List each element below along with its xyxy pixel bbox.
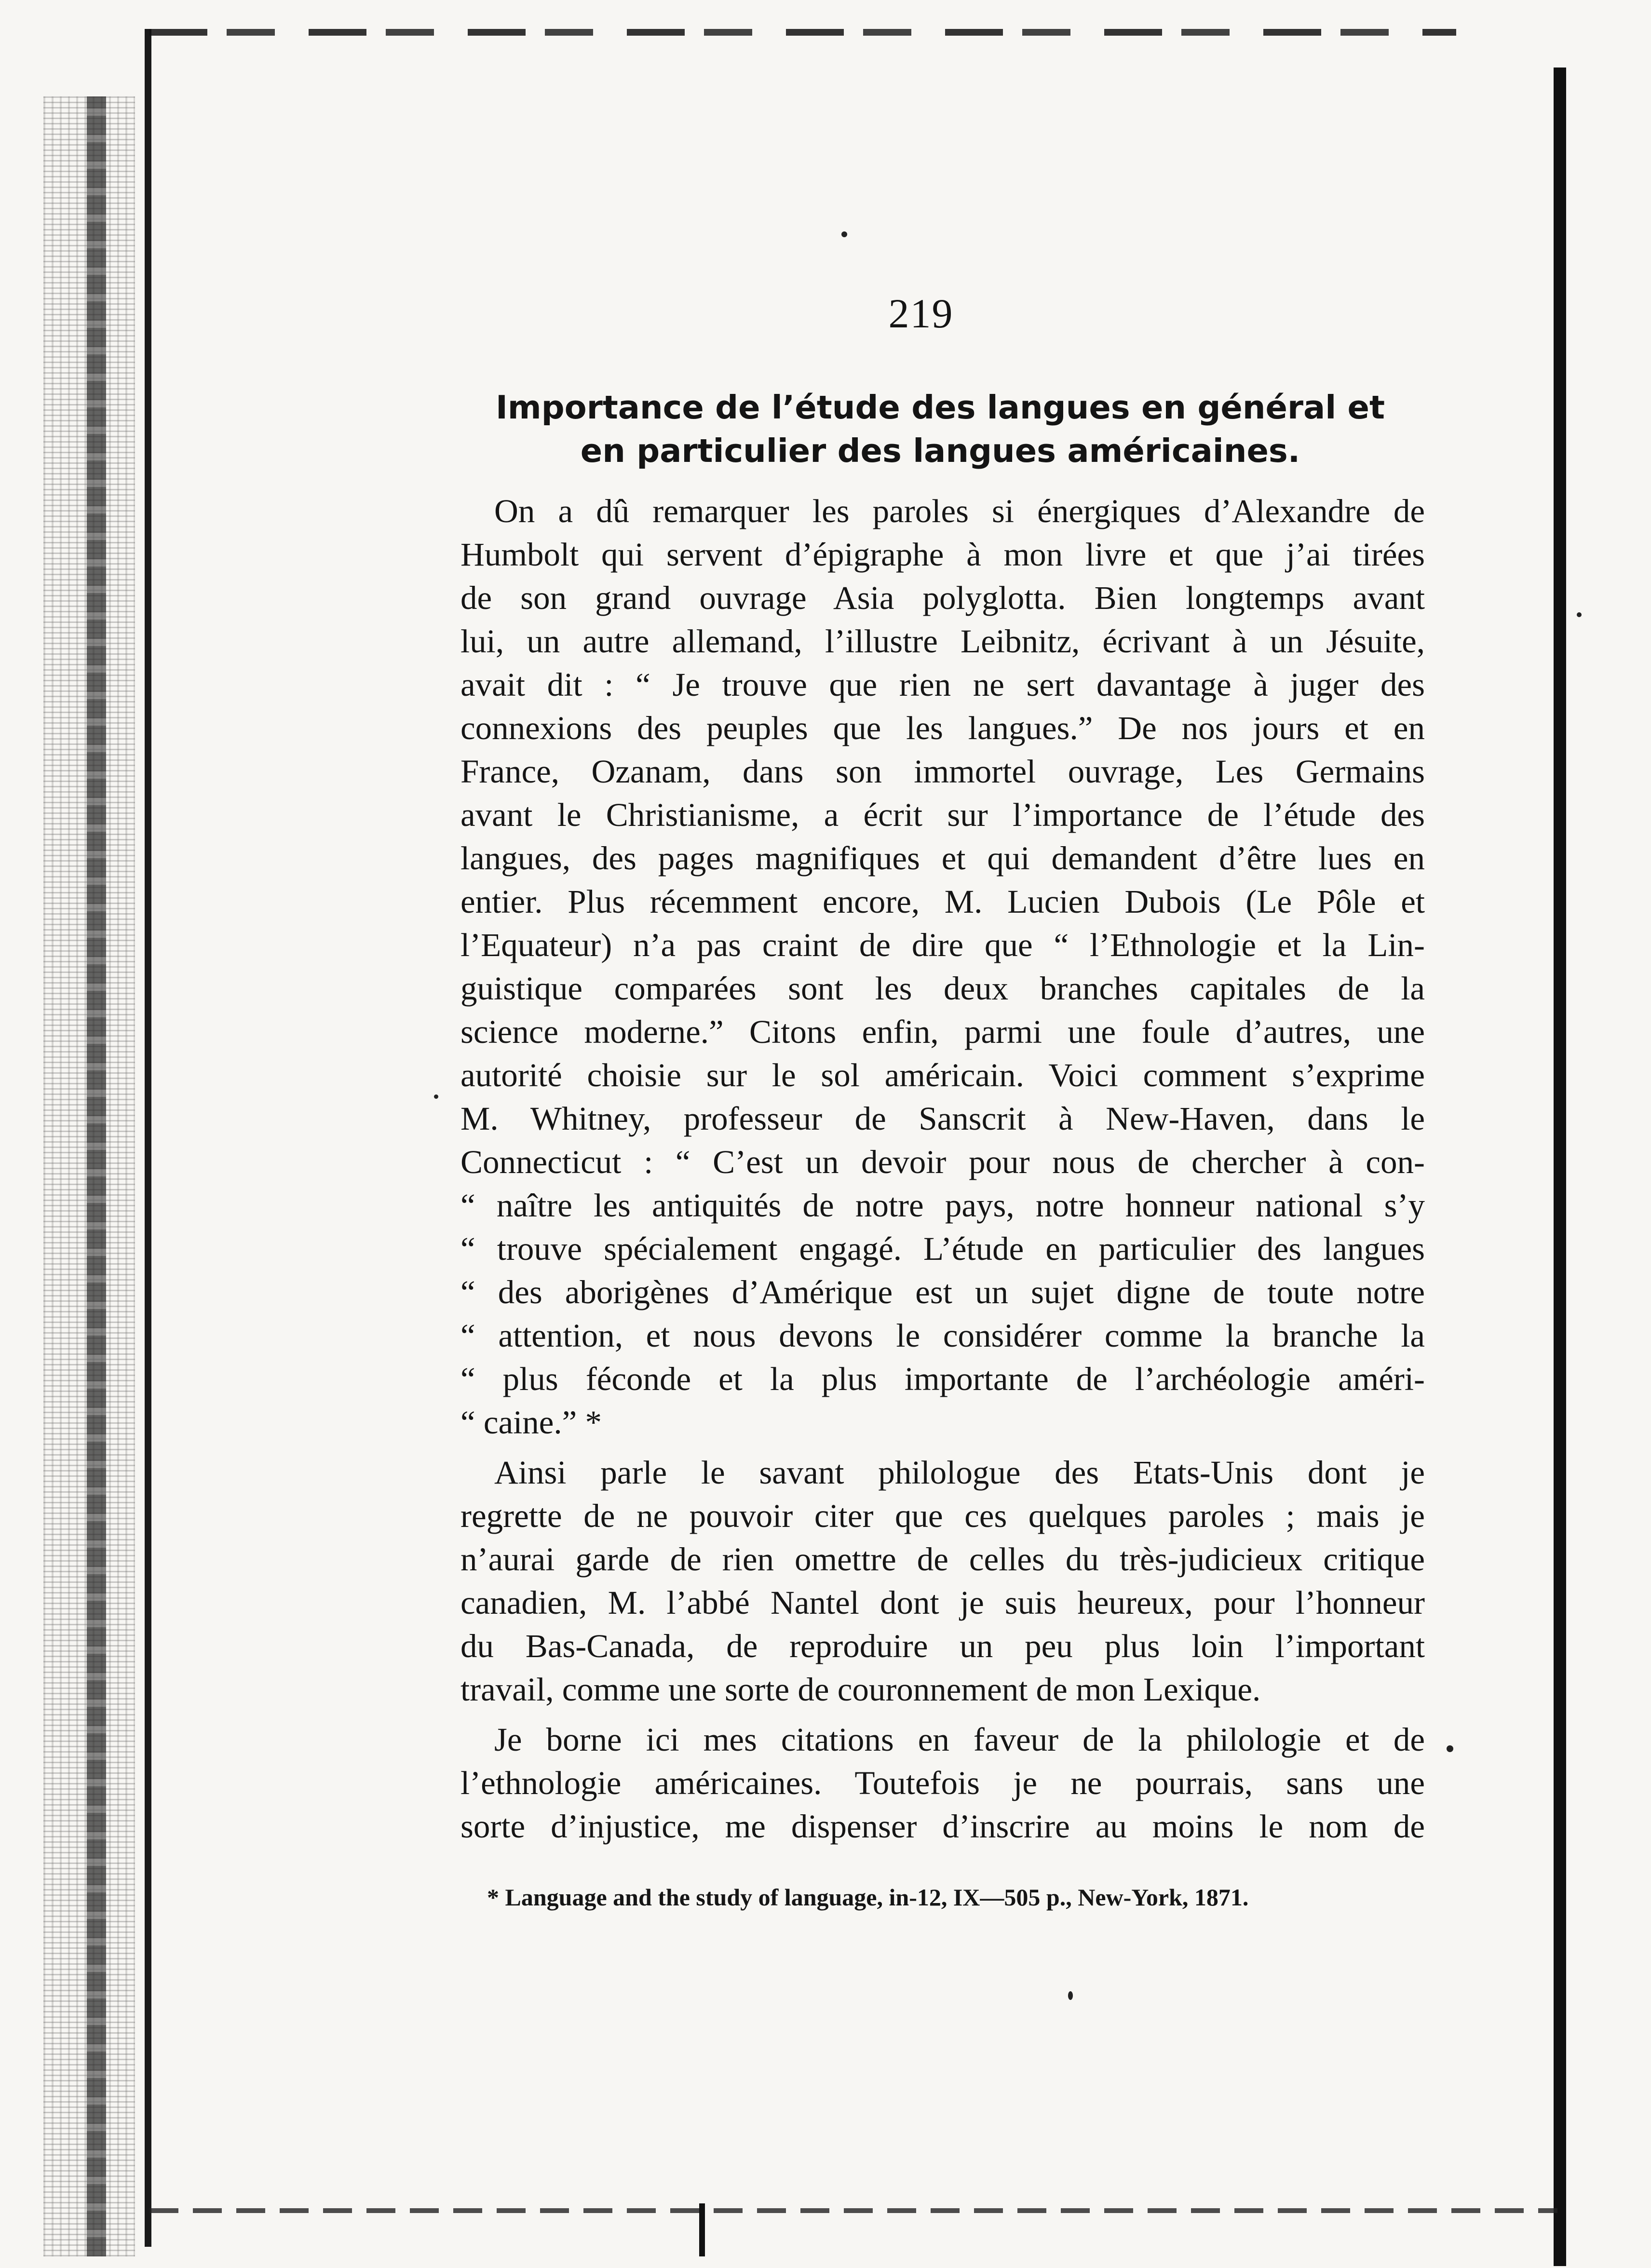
text-line: “ caine.” * — [460, 1404, 602, 1441]
text-line: avait dit : “ Je trouve que rien ne sert davantage à juger des — [460, 666, 1425, 703]
footnote: * Language and the study of language, in-12, IX—505 p., New-York, 1871. — [487, 1884, 1249, 1911]
text-line: “ attention, et nous devons le considérer comme la branche la — [460, 1317, 1425, 1354]
page-top-border — [149, 29, 1456, 36]
text-line: autorité choisie sur le sol américain. Voici comment s’exprime — [460, 1057, 1425, 1094]
body-text — [460, 489, 1425, 1848]
dust-speck — [1447, 1745, 1453, 1752]
text-line: travail, comme une sorte de couronnement de mon Lexique. — [460, 1671, 1261, 1708]
text-line: n’aurai garde de rien omettre de celles du très-judicieux critique — [460, 1541, 1425, 1578]
page-right-border — [1554, 68, 1566, 2266]
text-line: connexions des peuples que les langues.” De nos jours et en — [460, 710, 1425, 746]
heading-line: Importance de l’étude des langues en général et — [495, 389, 1385, 426]
page-number: 219 — [888, 290, 954, 337]
text-line: lui, un autre allemand, l’illustre Leibnitz, écrivant à un Jésuite, — [460, 623, 1425, 660]
text-line: On a dû remarquer les paroles si énergiques d’Alexandre de — [494, 493, 1425, 529]
text-line: canadien, M. l’abbé Nantel dont je suis heureux, pour l’honneur — [460, 1584, 1425, 1621]
text-line: Je borne ici mes citations en faveur de la philologie et de — [494, 1721, 1425, 1758]
text-line: regrette de ne pouvoir citer que ces quelques paroles ; mais je — [460, 1498, 1425, 1534]
text-line: Connecticut : “ C’est un devoir pour nous de chercher à con- — [460, 1144, 1425, 1180]
text-line: Ainsi parle le savant philologue des Etats-Unis dont je — [494, 1454, 1425, 1491]
dust-speck — [841, 231, 847, 237]
page-left-border — [145, 29, 151, 2247]
text-line: du Bas-Canada, de reproduire un peu plus loin l’important — [460, 1628, 1425, 1664]
heading-line: en particulier des langues américaines. — [580, 432, 1300, 470]
paragraph — [460, 1718, 1425, 1848]
dust-speck — [434, 1094, 438, 1099]
dust-speck — [1577, 612, 1582, 617]
text-line: “ des aborigènes d’Amérique est un sujet digne de toute notre — [460, 1274, 1425, 1310]
text-line: de son grand ouvrage Asia polyglotta. Bien longtemps avant — [460, 580, 1425, 616]
text-line: sorte d’injustice, me dispenser d’inscrire au moins le nom de — [460, 1808, 1425, 1845]
text-line: guistique comparées sont les deux branches capitales de la — [460, 970, 1425, 1007]
scan-edge-bar — [87, 96, 106, 2256]
text-line: “ plus féconde et la plus importante de l’archéologie améri- — [460, 1361, 1425, 1397]
text-line: M. Whitney, professeur de Sanscrit à New-Haven, dans le — [460, 1100, 1425, 1137]
page-bottom-mark — [699, 2203, 705, 2256]
text-line: science moderne.” Citons enfin, parmi une foule d’autres, une — [460, 1013, 1425, 1050]
text-line: “ naître les antiquités de notre pays, notre honneur national s’y — [460, 1187, 1425, 1224]
text-line: “ trouve spécialement engagé. L’étude en particulier des langues — [460, 1230, 1425, 1267]
text-line: avant le Christianisme, a écrit sur l’importance de l’étude des — [460, 796, 1425, 833]
page-bottom-border — [149, 2208, 1557, 2213]
text-line: entier. Plus récemment encore, M. Lucien Dubois (Le Pôle et — [460, 883, 1425, 920]
text-line: Humbolt qui servent d’épigraphe à mon livre et que j’ai tirées — [460, 536, 1425, 573]
text-line: France, Ozanam, dans son immortel ouvrage, Les Germains — [460, 753, 1425, 790]
paragraph — [460, 489, 1425, 1444]
text-line: langues, des pages magnifiques et qui demandent d’être lues en — [460, 840, 1425, 877]
section-heading — [453, 386, 1427, 472]
dust-speck — [1068, 1991, 1073, 2000]
text-line: l’Equateur) n’a pas craint de dire que “ l’Ethnologie et la Lin- — [460, 927, 1425, 963]
paragraph — [460, 1451, 1425, 1711]
text-line: l’ethnologie américaines. Toutefois je ne pourrais, sans une — [460, 1765, 1425, 1801]
